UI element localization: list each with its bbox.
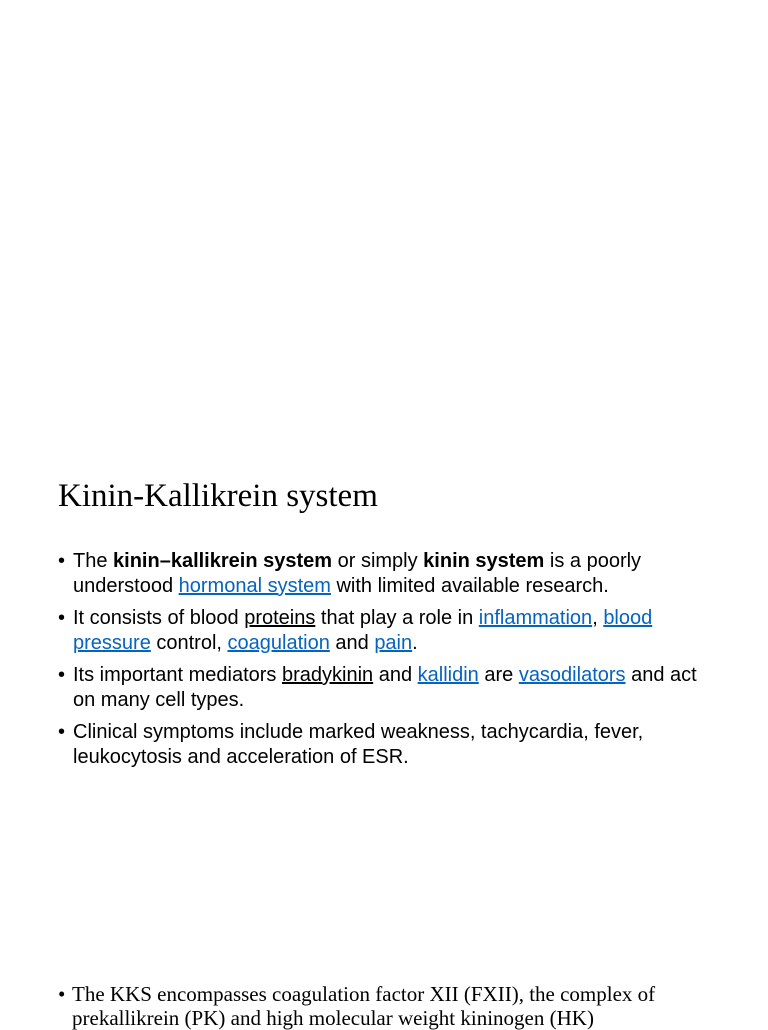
text-segment: or simply [332, 550, 424, 572]
text-segment: It consists of blood [73, 607, 245, 629]
underlined-term-proteins[interactable]: proteins [244, 607, 316, 629]
text-segment: and act on many cell types. [73, 664, 697, 711]
bullet-marker: • [58, 982, 66, 1006]
text-segment: and [329, 631, 375, 654]
text-segment: and [373, 664, 418, 686]
bold-term: kinin system [423, 550, 545, 572]
bullet-item-3 [58, 663, 708, 712]
text-segment: The KKS encompasses coagulation factor XII (FXII), the complex of prekallikrein (PK) and high molecular weight kininogen (HK) [72, 982, 656, 1030]
bullet-marker: • [58, 550, 66, 572]
text-segment: Clinical symptoms include marked weakness, tachycardia, fever, leukocytosis and acceleration of ESR. [73, 721, 644, 768]
underlined-term-bradykinin[interactable]: bradykinin [281, 664, 374, 686]
text-segment: The [73, 550, 114, 572]
bullet-marker: • [58, 607, 66, 629]
text-segment: with limited available research. [330, 574, 609, 597]
text-segment: , [592, 607, 604, 629]
link-coagulation[interactable]: coagulation [227, 631, 330, 654]
next-slide-bullet-list [58, 982, 748, 1030]
text-segment: . [412, 631, 418, 654]
bullet-item-1 [58, 549, 708, 598]
text-segment: is a poorly understood [73, 550, 642, 597]
bullet-marker: • [58, 721, 66, 743]
link-inflammation[interactable]: inflammation [478, 607, 593, 629]
link-kallidin[interactable]: kallidin [417, 664, 479, 686]
text-segment: are [478, 664, 519, 686]
text-segment: that play a role in [315, 607, 479, 629]
bullet-marker: • [58, 664, 66, 686]
bullet-item-2 [58, 606, 708, 655]
bullet-list [58, 549, 708, 777]
link-vasodilators[interactable]: vasodilators [518, 664, 626, 686]
link-blood-pressure[interactable]: blood pressure [73, 607, 653, 654]
text-segment: control, [150, 631, 228, 654]
text-segment: Its important mediators [73, 664, 282, 686]
bold-term: kinin–kallikrein system [113, 550, 333, 572]
link-pain[interactable]: pain [374, 631, 413, 654]
next-slide-bullet-item-1 [58, 982, 748, 1030]
link-hormonal-system[interactable]: hormonal system [178, 574, 331, 597]
slide-title: Kinin-Kallikrein system [58, 478, 378, 514]
bullet-item-4 [58, 720, 708, 769]
